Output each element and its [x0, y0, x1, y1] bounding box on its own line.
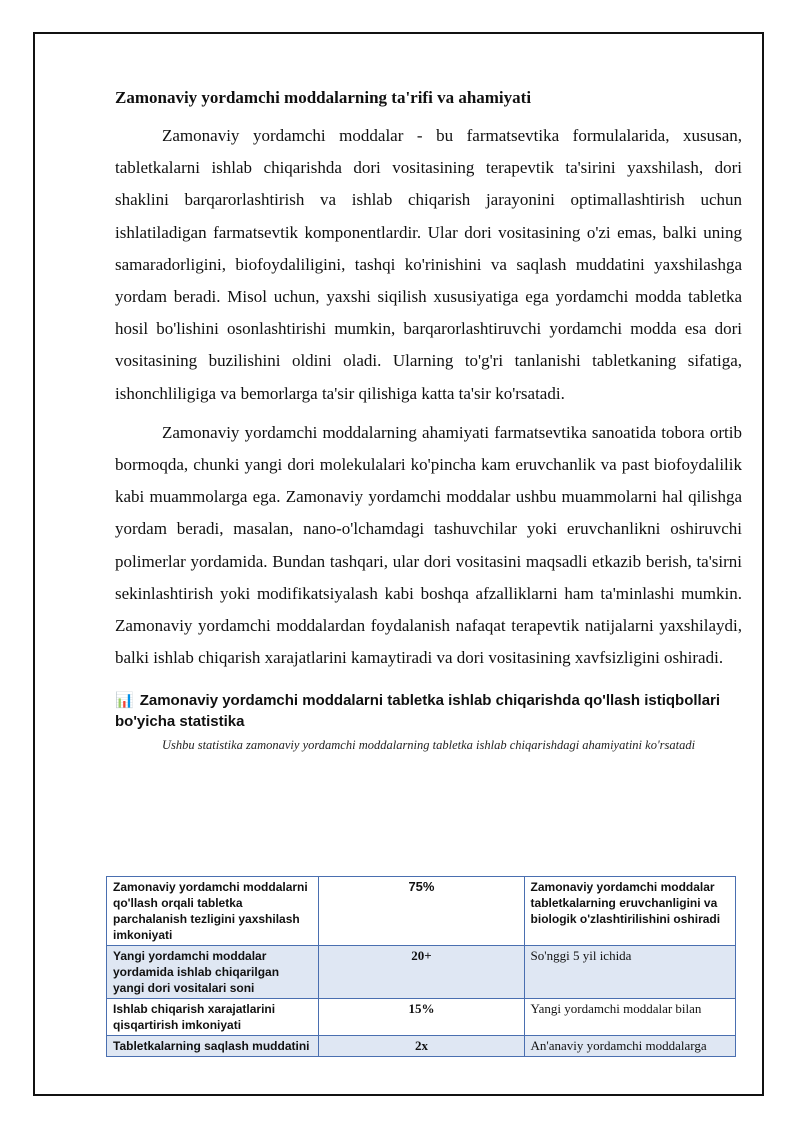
table-row: [107, 1036, 736, 1057]
row-note: Yangi yordamchi moddalar bilan: [524, 999, 735, 1036]
row-label: Zamonaviy yordamchi moddalarni qo'llash orqali tabletka parchalanish tezligini yaxshilash imkoniyati: [107, 877, 319, 946]
row-note: An'anaviy yordamchi moddalarga: [524, 1036, 735, 1057]
statistics-title: Zamonaviy yordamchi moddalarni tabletka ishlab chiqarishda qo'llash istiqbollari bo'yicha statistika: [115, 692, 721, 731]
statistics-heading: [115, 690, 742, 732]
row-label: Yangi yordamchi moddalar yordamida ishlab chiqarilgan yangi dori vositalari soni: [107, 946, 319, 999]
paragraph-importance: Zamonaviy yordamchi moddalarning ahamiyati farmatsevtika sanoatida tobora ortib bormoqda, chunki yangi dori molekulalari ko'pincha kam eruvchanlik va past biofoydalilik kabi muammolarga ega. Zamonaviy yordamchi moddalar ushbu muammolarni hal qilishga yordam beradi, masalan, nano-o'lchamdagi tashuvchilar yoki eruvchanlikni oshiruvchi polimerlar yordamida. Bundan tashqari, ular dori vositasini maqsadli etkazib berish, ta'sirni sekinlashtirish yoki modifikatsiyalash kabi boshqa afzalliklarni ham ta'minlashi mumkin. Zamonaviy yordamchi moddalardan foydalanish nafaqat terapevtik natijalarni yaxshilaydi, balki ishlab chiqarish xarajatlarini kamaytiradi va dori vositasining xavfsizligini oshiradi.: [115, 422, 742, 668]
statistics-table: [106, 876, 736, 1057]
row-label: Tabletkalarning saqlash muddatini: [107, 1036, 319, 1057]
paragraph-definition: Zamonaviy yordamchi moddalar - bu farmatsevtika formulalarida, xususan, tabletkalarni ishlab chiqarishda dori vositasining terapevtik ta'sirini yaxshilash, dori shaklini barqarorlashtirish va ishlab chiqarish jarayonini optimallashtirish uchun ishlatiladigan farmatsevtik komponentlardir. Ular dori vositasining o'zi emas, balki uning samaradorligini, biofoydaliligini, tashqi ko'rinishini va saqlash muddatini yaxshilashga yordam beradi. Misol uchun, yaxshi siqilish xususiyatiga ega yordamchi modda tabletka hosil bo'lishini osonlashtirishi mumkin, barqarorlashtiruvchi yordamchi modda esa dori vositasining buzilishini oldini oladi. Ularning to'g'ri tanlanishi tabletkaning sifatiga, ishonchliligiga va bemorlarga ta'sir qilishiga katta ta'sir ko'rsatadi.: [115, 126, 742, 403]
table-row: [107, 999, 736, 1036]
bar-chart-icon: 📊: [115, 692, 134, 710]
document-body: [115, 86, 742, 761]
row-value: 20+: [319, 946, 524, 999]
table-row: [107, 946, 736, 999]
row-value: 75%: [319, 877, 524, 946]
row-label: Ishlab chiqarish xarajatlarini qisqartirish imkoniyati: [107, 999, 319, 1036]
section-heading: Zamonaviy yordamchi moddalarning ta'rifi va ahamiyati: [115, 88, 532, 107]
row-value: 2x: [319, 1036, 524, 1057]
row-note: Zamonaviy yordamchi moddalar tabletkalarning eruvchanligini va biologik o'zlashtirilishini oshiradi: [524, 877, 735, 946]
statistics-caption: Ushbu statistika zamonaviy yordamchi moddalarning tabletka ishlab chiqarishdagi ahamiyatini ko'rsatadi: [161, 738, 696, 753]
row-value: 15%: [319, 999, 524, 1036]
row-note: So'nggi 5 yil ichida: [524, 946, 735, 999]
table-row: [107, 877, 736, 946]
